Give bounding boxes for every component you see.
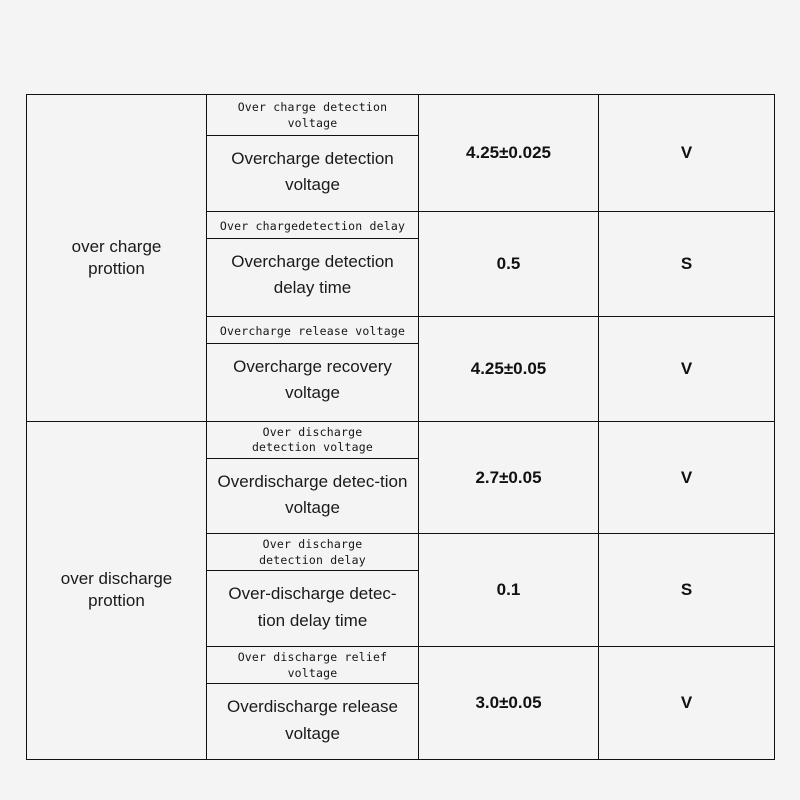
group-cell-over-discharge (27, 421, 207, 759)
item-code-label (207, 647, 418, 684)
item-name: Overcharge detection delay time (231, 252, 394, 298)
table-row (27, 421, 775, 534)
item-code-line1: Over discharge relief (237, 650, 388, 665)
group-label-line1: over charge (71, 236, 162, 256)
value-cell: 2.7±0.05 (419, 421, 599, 534)
item-cell (207, 421, 419, 534)
item-name: Overcharge detection voltage (231, 149, 394, 195)
specification-table (26, 94, 775, 760)
item-name: Over-discharge detec-tion delay time (228, 584, 397, 630)
item-code-line2: detection voltage (251, 440, 374, 455)
item-name: Overcharge recovery voltage (233, 357, 392, 403)
unit-cell: V (599, 316, 775, 421)
value-cell: 4.25±0.025 (419, 95, 599, 212)
group-label-line2: prottion (88, 591, 145, 611)
unit-cell: V (599, 95, 775, 212)
item-name: Overdischarge release voltage (226, 697, 399, 743)
item-code-label: Overcharge release voltage (207, 319, 418, 345)
value-cell: 0.5 (419, 211, 599, 316)
table-row (27, 95, 775, 212)
item-code-line2: detection delay (259, 552, 366, 567)
item-cell (207, 534, 419, 647)
unit-cell: S (599, 534, 775, 647)
item-code-label (207, 422, 418, 459)
group-label-line1: over discharge (60, 569, 173, 589)
item-code-label (207, 534, 418, 571)
item-name: Overdischarge detec-tion voltage (217, 471, 408, 518)
item-code-line1: Over discharge (262, 424, 363, 439)
value-cell: 3.0±0.05 (419, 647, 599, 760)
unit-cell: S (599, 211, 775, 316)
item-cell (207, 211, 419, 316)
item-code-line1: Over discharge (262, 537, 363, 552)
group-cell-over-charge (27, 95, 207, 422)
value-cell: 0.1 (419, 534, 599, 647)
unit-cell: V (599, 421, 775, 534)
item-cell (207, 95, 419, 212)
unit-cell: V (599, 647, 775, 760)
item-code-line2: voltage (287, 665, 338, 680)
value-cell: 4.25±0.05 (419, 316, 599, 421)
item-code-label: Over chargedetection delay (207, 214, 418, 240)
item-cell (207, 647, 419, 760)
item-cell (207, 316, 419, 421)
group-label-line2: prottion (88, 258, 145, 278)
item-code-label: Over charge detection voltage (207, 95, 418, 136)
